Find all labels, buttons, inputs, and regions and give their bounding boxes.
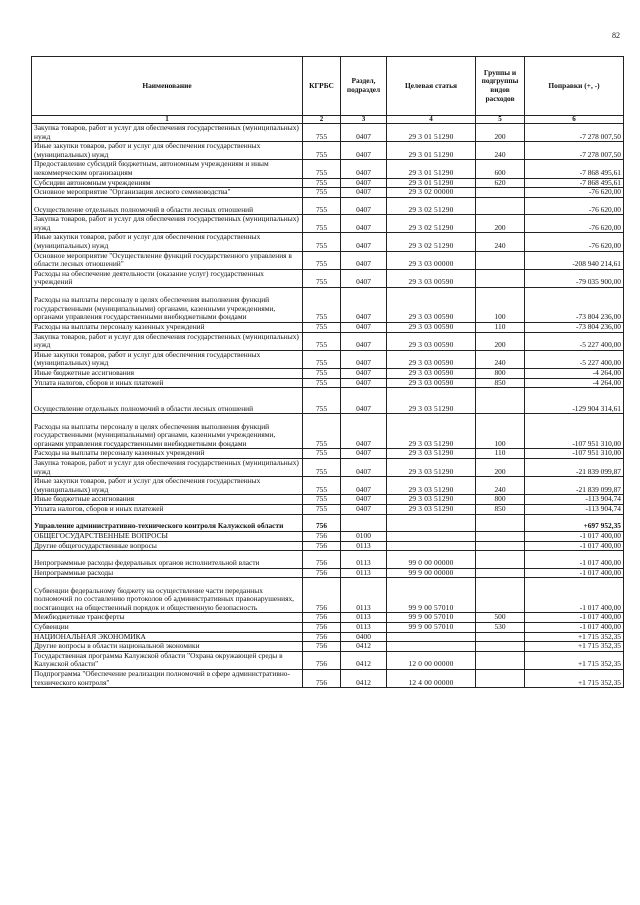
- row-name: Иные закупки товаров, работ и услуг для обеспечения государственных (муниципальных) нужд: [32, 477, 303, 495]
- row-expense-type: 240: [476, 477, 525, 495]
- row-expense-type: 200: [476, 459, 525, 477]
- row-kgrbs: 755: [303, 233, 341, 251]
- row-expense-type: [476, 642, 525, 652]
- row-kgrbs: 755: [303, 323, 341, 333]
- row-target-article: 99 9 00 57010: [387, 578, 476, 613]
- row-kgrbs: 756: [303, 669, 341, 687]
- row-expense-type: 500: [476, 613, 525, 623]
- table-row: [32, 388, 624, 414]
- row-amount: -7 868 495,61: [525, 160, 624, 178]
- row-section: 0407: [341, 388, 387, 414]
- row-amount: -107 951 310,00: [525, 414, 624, 449]
- row-amount: -73 804 236,00: [525, 323, 624, 333]
- row-section: 0407: [341, 251, 387, 269]
- row-target-article: 99 9 00 00000: [387, 568, 476, 578]
- row-name: Субсидии автономным учреждениям: [32, 178, 303, 188]
- row-kgrbs: 755: [303, 215, 341, 233]
- row-amount: -21 839 099,87: [525, 477, 624, 495]
- row-amount: -79 035 900,00: [525, 269, 624, 287]
- row-target-article: 29 3 03 00590: [387, 368, 476, 378]
- row-target-article: 29 3 02 51290: [387, 215, 476, 233]
- row-amount: -7 868 495,61: [525, 178, 624, 188]
- row-name: Осуществление отдельных полномочий в области лесных отношений: [32, 197, 303, 215]
- row-amount: +1 715 352,35: [525, 669, 624, 687]
- row-expense-type: 200: [476, 124, 525, 142]
- row-expense-type: [476, 632, 525, 642]
- table-row: [32, 532, 624, 542]
- row-expense-type: 600: [476, 160, 525, 178]
- row-kgrbs: 755: [303, 477, 341, 495]
- table-row: [32, 269, 624, 287]
- row-amount: -113 904,74: [525, 495, 624, 505]
- row-amount: -76 620,00: [525, 188, 624, 198]
- row-name: Подпрограмма "Обеспечение реализации полномочий в сфере административно-технического контроля": [32, 669, 303, 687]
- row-kgrbs: 756: [303, 568, 341, 578]
- row-amount: +1 715 352,35: [525, 632, 624, 642]
- row-section: 0407: [341, 215, 387, 233]
- row-expense-type: 200: [476, 215, 525, 233]
- header-section: Раздел, подраздел: [341, 57, 387, 116]
- row-name: Другие общегосударственные вопросы: [32, 541, 303, 551]
- row-expense-type: 240: [476, 142, 525, 160]
- row-name: Непрограммные расходы: [32, 568, 303, 578]
- row-target-article: 29 3 03 51290: [387, 388, 476, 414]
- table-row: [32, 124, 624, 142]
- row-section: 0113: [341, 578, 387, 613]
- row-name: Иные бюджетные ассигнования: [32, 368, 303, 378]
- row-expense-type: [476, 188, 525, 198]
- row-section: 0407: [341, 504, 387, 514]
- row-expense-type: [476, 651, 525, 669]
- row-expense-type: [476, 251, 525, 269]
- row-expense-type: 850: [476, 378, 525, 388]
- row-name: Государственная программа Калужской области "Охрана окружающей среды в Калужской области": [32, 651, 303, 669]
- row-target-article: 29 3 03 51290: [387, 495, 476, 505]
- row-target-article: 12 0 00 00000: [387, 651, 476, 669]
- table-body: [32, 124, 624, 688]
- row-kgrbs: 755: [303, 142, 341, 160]
- row-section: 0407: [341, 288, 387, 323]
- row-amount: -1 017 400,00: [525, 551, 624, 569]
- row-kgrbs: 755: [303, 388, 341, 414]
- row-section: 0407: [341, 368, 387, 378]
- row-name: Управление административно-технического контроля Калужской области: [32, 514, 303, 532]
- row-amount: -76 620,00: [525, 233, 624, 251]
- page-number: 82: [612, 31, 620, 40]
- row-kgrbs: 756: [303, 578, 341, 613]
- row-target-article: 99 0 00 00000: [387, 551, 476, 569]
- column-number: 4: [387, 116, 476, 124]
- row-target-article: 99 9 00 57010: [387, 622, 476, 632]
- table-row: [32, 504, 624, 514]
- table-row: [32, 378, 624, 388]
- row-target-article: 29 3 03 00590: [387, 323, 476, 333]
- row-section: 0407: [341, 188, 387, 198]
- header-amendment: Поправки (+, -): [525, 57, 624, 116]
- row-expense-type: [476, 669, 525, 687]
- budget-amendments-table: [31, 56, 624, 688]
- row-target-article: 29 3 03 51290: [387, 414, 476, 449]
- row-name: Другие вопросы в области национальной экономики: [32, 642, 303, 652]
- row-section: 0407: [341, 350, 387, 368]
- row-kgrbs: 756: [303, 541, 341, 551]
- row-section: 0113: [341, 551, 387, 569]
- row-target-article: 29 3 01 51290: [387, 124, 476, 142]
- row-target-article: 29 3 02 51290: [387, 197, 476, 215]
- row-name: ОБЩЕГОСУДАРСТВЕННЫЕ ВОПРОСЫ: [32, 532, 303, 542]
- row-expense-type: [476, 551, 525, 569]
- row-expense-type: 800: [476, 368, 525, 378]
- row-target-article: 29 3 03 00590: [387, 288, 476, 323]
- header-target-article: Целевая статья: [387, 57, 476, 116]
- table-row: [32, 350, 624, 368]
- table-header-row: [32, 57, 624, 116]
- row-kgrbs: 755: [303, 124, 341, 142]
- row-section: 0407: [341, 459, 387, 477]
- row-kgrbs: 755: [303, 414, 341, 449]
- row-amount: -5 227 400,00: [525, 332, 624, 350]
- row-name: Уплата налогов, сборов и иных платежей: [32, 378, 303, 388]
- table-row: [32, 233, 624, 251]
- row-expense-type: [476, 541, 525, 551]
- row-name: Осуществление отдельных полномочий в области лесных отношений: [32, 388, 303, 414]
- row-amount: -1 017 400,00: [525, 622, 624, 632]
- row-target-article: 29 3 03 00590: [387, 332, 476, 350]
- row-section: 0407: [341, 197, 387, 215]
- row-amount: -21 839 099,87: [525, 459, 624, 477]
- row-kgrbs: 755: [303, 251, 341, 269]
- column-number: 5: [476, 116, 525, 124]
- row-target-article: 99 9 00 57010: [387, 613, 476, 623]
- row-amount: +1 715 352,35: [525, 651, 624, 669]
- column-number: 3: [341, 116, 387, 124]
- row-name: Непрограммные расходы федеральных органов исполнительной власти: [32, 551, 303, 569]
- row-section: 0407: [341, 414, 387, 449]
- row-expense-type: 110: [476, 449, 525, 459]
- row-section: 0407: [341, 449, 387, 459]
- row-section: 0412: [341, 669, 387, 687]
- row-name: Расходы на выплаты персоналу в целях обеспечения выполнения функций государственными (муниципальными) органами, казенными учреждениями, органами управления государственными внебюджетными фондами: [32, 288, 303, 323]
- row-section: 0407: [341, 378, 387, 388]
- table-row: [32, 414, 624, 449]
- table-row: [32, 251, 624, 269]
- row-kgrbs: 755: [303, 449, 341, 459]
- row-section: 0113: [341, 613, 387, 623]
- row-amount: -1 017 400,00: [525, 532, 624, 542]
- row-target-article: 29 3 01 51290: [387, 160, 476, 178]
- row-section: 0412: [341, 651, 387, 669]
- row-target-article: 29 3 01 51290: [387, 178, 476, 188]
- row-section: 0113: [341, 622, 387, 632]
- row-target-article: 29 3 02 51290: [387, 233, 476, 251]
- row-amount: -1 017 400,00: [525, 578, 624, 613]
- row-expense-type: [476, 388, 525, 414]
- row-target-article: 29 3 03 00590: [387, 350, 476, 368]
- column-number: 6: [525, 116, 624, 124]
- row-amount: -129 904 314,61: [525, 388, 624, 414]
- row-amount: -1 017 400,00: [525, 613, 624, 623]
- table-row: [32, 632, 624, 642]
- row-section: 0113: [341, 541, 387, 551]
- row-expense-type: [476, 578, 525, 613]
- row-kgrbs: 756: [303, 551, 341, 569]
- table-row: [32, 613, 624, 623]
- row-kgrbs: 755: [303, 188, 341, 198]
- table-row: [32, 651, 624, 669]
- row-kgrbs: 756: [303, 651, 341, 669]
- row-kgrbs: 755: [303, 368, 341, 378]
- table-row: [32, 551, 624, 569]
- row-section: 0407: [341, 142, 387, 160]
- row-name: Расходы на обеспечение деятельности (оказание услуг) государственных учреждений: [32, 269, 303, 287]
- table-row: [32, 514, 624, 532]
- row-expense-type: 850: [476, 504, 525, 514]
- row-name: Основное мероприятие "Организация лесного семеноводства": [32, 188, 303, 198]
- column-number-row: [32, 116, 624, 124]
- row-section: 0412: [341, 642, 387, 652]
- row-name: Расходы на выплаты персоналу в целях обеспечения выполнения функций государственными (муниципальными) органами, казенными учреждениями, органами управления государственными внебюджетными фондами: [32, 414, 303, 449]
- table-row: [32, 622, 624, 632]
- row-expense-type: 240: [476, 350, 525, 368]
- row-expense-type: [476, 568, 525, 578]
- row-expense-type: 800: [476, 495, 525, 505]
- row-expense-type: [476, 269, 525, 287]
- row-name: Предоставление субсидий бюджетным, автономным учреждениям и иным некоммерческим организациям: [32, 160, 303, 178]
- row-section: [341, 514, 387, 532]
- header-kgrbs: КГРБС: [303, 57, 341, 116]
- row-amount: -1 017 400,00: [525, 568, 624, 578]
- row-name: Закупка товаров, работ и услуг для обеспечения государственных (муниципальных) нужд: [32, 332, 303, 350]
- table-row: [32, 215, 624, 233]
- row-section: 0113: [341, 568, 387, 578]
- table-row: [32, 188, 624, 198]
- row-target-article: 29 3 03 00590: [387, 378, 476, 388]
- row-expense-type: 530: [476, 622, 525, 632]
- row-target-article: [387, 632, 476, 642]
- row-amount: -4 264,00: [525, 378, 624, 388]
- row-kgrbs: 755: [303, 288, 341, 323]
- table-row: [32, 288, 624, 323]
- row-kgrbs: 756: [303, 632, 341, 642]
- header-expense-type: Группы и подгруппы видов расходов: [476, 57, 525, 116]
- row-amount: -76 620,00: [525, 215, 624, 233]
- row-target-article: 12 4 00 00000: [387, 669, 476, 687]
- table-row: [32, 197, 624, 215]
- row-expense-type: 100: [476, 288, 525, 323]
- row-section: 0407: [341, 477, 387, 495]
- row-amount: +697 952,35: [525, 514, 624, 532]
- row-section: 0407: [341, 178, 387, 188]
- row-kgrbs: 756: [303, 642, 341, 652]
- row-amount: -76 620,00: [525, 197, 624, 215]
- row-name: Уплата налогов, сборов и иных платежей: [32, 504, 303, 514]
- row-expense-type: [476, 197, 525, 215]
- row-target-article: [387, 541, 476, 551]
- column-number: 2: [303, 116, 341, 124]
- row-section: 0407: [341, 269, 387, 287]
- row-name: Субвенции: [32, 622, 303, 632]
- row-kgrbs: 755: [303, 332, 341, 350]
- row-kgrbs: 756: [303, 514, 341, 532]
- row-expense-type: [476, 514, 525, 532]
- row-target-article: [387, 642, 476, 652]
- row-target-article: 29 3 03 00000: [387, 251, 476, 269]
- row-kgrbs: 755: [303, 459, 341, 477]
- row-kgrbs: 755: [303, 269, 341, 287]
- table-row: [32, 142, 624, 160]
- header-name: Наименование: [32, 57, 303, 116]
- row-name: Межбюджетные трансферты: [32, 613, 303, 623]
- table-row: [32, 578, 624, 613]
- table-row: [32, 323, 624, 333]
- row-name: Закупка товаров, работ и услуг для обеспечения государственных (муниципальных) нужд: [32, 215, 303, 233]
- row-kgrbs: 756: [303, 532, 341, 542]
- table-row: [32, 368, 624, 378]
- row-kgrbs: 755: [303, 378, 341, 388]
- row-amount: -113 904,74: [525, 504, 624, 514]
- row-amount: -7 278 007,50: [525, 124, 624, 142]
- table-row: [32, 568, 624, 578]
- table-row: [32, 477, 624, 495]
- row-kgrbs: 755: [303, 495, 341, 505]
- row-section: 0407: [341, 124, 387, 142]
- table-row: [32, 178, 624, 188]
- table-row: [32, 449, 624, 459]
- row-name: Субвенции федеральному бюджету на осуществление части переданных полномочий по составлению протоколов об административных правонарушениях, посягающих на общественный порядок и общественную безопасность: [32, 578, 303, 613]
- row-amount: +1 715 352,35: [525, 642, 624, 652]
- row-name: Расходы на выплаты персоналу казенных учреждений: [32, 323, 303, 333]
- row-amount: -208 940 214,61: [525, 251, 624, 269]
- row-name: Расходы на выплаты персоналу казенных учреждений: [32, 449, 303, 459]
- row-amount: -107 951 310,00: [525, 449, 624, 459]
- row-name: Закупка товаров, работ и услуг для обеспечения государственных (муниципальных) нужд: [32, 459, 303, 477]
- table-row: [32, 332, 624, 350]
- row-name: Иные закупки товаров, работ и услуг для обеспечения государственных (муниципальных) нужд: [32, 350, 303, 368]
- row-target-article: [387, 514, 476, 532]
- row-section: 0400: [341, 632, 387, 642]
- row-target-article: 29 3 01 51290: [387, 142, 476, 160]
- table-row: [32, 495, 624, 505]
- row-kgrbs: 755: [303, 504, 341, 514]
- row-name: Иные бюджетные ассигнования: [32, 495, 303, 505]
- row-section: 0407: [341, 160, 387, 178]
- column-number: 1: [32, 116, 303, 124]
- row-amount: -73 804 236,00: [525, 288, 624, 323]
- row-section: 0407: [341, 332, 387, 350]
- row-name: Закупка товаров, работ и услуг для обеспечения государственных (муниципальных) нужд: [32, 124, 303, 142]
- table-row: [32, 669, 624, 687]
- row-name: Основное мероприятие "Осуществление функций государственного управления в области лесных отношений": [32, 251, 303, 269]
- row-kgrbs: 755: [303, 160, 341, 178]
- row-target-article: 29 3 03 51290: [387, 459, 476, 477]
- table-row: [32, 459, 624, 477]
- row-kgrbs: 755: [303, 350, 341, 368]
- row-target-article: 29 3 03 51290: [387, 477, 476, 495]
- row-kgrbs: 756: [303, 613, 341, 623]
- row-amount: -5 227 400,00: [525, 350, 624, 368]
- row-expense-type: 110: [476, 323, 525, 333]
- row-expense-type: 100: [476, 414, 525, 449]
- table-row: [32, 642, 624, 652]
- row-expense-type: 200: [476, 332, 525, 350]
- row-name: Иные закупки товаров, работ и услуг для обеспечения государственных (муниципальных) нужд: [32, 142, 303, 160]
- row-section: 0407: [341, 495, 387, 505]
- row-section: 0100: [341, 532, 387, 542]
- row-amount: -7 278 007,50: [525, 142, 624, 160]
- row-target-article: 29 3 03 51290: [387, 504, 476, 514]
- row-amount: -4 264,00: [525, 368, 624, 378]
- row-target-article: 29 3 03 00590: [387, 269, 476, 287]
- row-expense-type: [476, 532, 525, 542]
- row-section: 0407: [341, 323, 387, 333]
- row-name: НАЦИОНАЛЬНАЯ ЭКОНОМИКА: [32, 632, 303, 642]
- row-expense-type: 240: [476, 233, 525, 251]
- table-row: [32, 160, 624, 178]
- row-section: 0407: [341, 233, 387, 251]
- row-amount: -1 017 400,00: [525, 541, 624, 551]
- row-name: Иные закупки товаров, работ и услуг для обеспечения государственных (муниципальных) нужд: [32, 233, 303, 251]
- row-kgrbs: 756: [303, 622, 341, 632]
- row-target-article: 29 3 02 00000: [387, 188, 476, 198]
- table-row: [32, 541, 624, 551]
- row-kgrbs: 755: [303, 197, 341, 215]
- row-target-article: 29 3 03 51290: [387, 449, 476, 459]
- row-expense-type: 620: [476, 178, 525, 188]
- row-target-article: [387, 532, 476, 542]
- row-kgrbs: 755: [303, 178, 341, 188]
